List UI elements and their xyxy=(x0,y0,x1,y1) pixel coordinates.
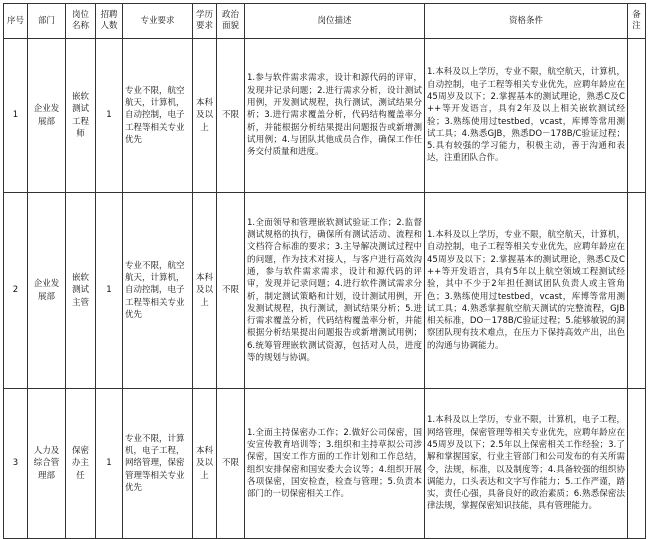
row-qual xyxy=(425,389,628,539)
header-post: 岗位名称 xyxy=(66,4,96,39)
row-dept: 企业发展部 xyxy=(28,193,66,389)
row-count: 1 xyxy=(96,39,123,193)
row-political: 不限 xyxy=(217,389,245,539)
row-post: 嵌软测试主管 xyxy=(66,193,96,389)
row-desc-text: 1.参与软件需求需求，设计和源代码的评审，发现并记录问题；2.进行需求分析，设计测试用例，开发测试规程，执行测试，测试结果分析；3.进行需求覆盖分析，代码结构覆盖率分析，并能根据分析结果提出问题报告或新增测试用例；4.与团队其他成员合作，确保工作任务交付质量和进度。 xyxy=(247,73,422,158)
header-political: 政治面貌 xyxy=(217,4,245,39)
row-desc-text: 1.全面领导和管理嵌软测试验证工作；2.监督测试规格的执行，确保所有测试活动、流程和文档符合标准的要求；3.主导解决测试过程中的问题，作为技术对接人，与客户进行高效沟通，参与软件需求需求，设计和源代码的评审，发现并记录问题；4.进行软件测试需求分析，制定测试策略和计划，设计测试用例，开发测试规程，执行测试，测试结果分析；5.进行需求覆盖分析，代码结构覆盖率分析，并能根据分析结果提出问题报告或新增测试用例；6.统筹管理嵌软测试资源，包括对人员，进度等的规划与协调。 xyxy=(247,217,422,364)
row-dept: 企业发展部 xyxy=(28,39,66,193)
row-post: 嵌软测试工程师 xyxy=(66,39,96,193)
row-desc xyxy=(245,39,425,193)
row-political: 不限 xyxy=(217,39,245,193)
row-major: 专业不限，计算机，电子工程，网络管理，保密管理等相关专业优先 xyxy=(123,389,193,539)
row-major: 专业不限，航空航天，计算机，自动控制，电子工程等相关专业优先 xyxy=(123,39,193,193)
row-qual-text: 1.本科及以上学历，专业不限，航空航天，计算机，自动控制，电子工程等相关专业优先，应聘年龄应在45周岁及以下；2.掌握基本的测试理论，熟悉C及C++等开发语言，具有2年及以上相关嵌软测试经验；3.熟练使用过testbed，vcast，库博等常用测试工具；4.熟悉GJB，熟悉DO－178B/C验证过程；5.具有较强的学习能力，积极主动，善于沟通和表达，注重团队合作。 xyxy=(427,67,625,164)
header-major: 专业要求 xyxy=(123,4,193,39)
row-no: 2 xyxy=(4,193,28,389)
row-edu: 本科及以上 xyxy=(193,193,217,389)
row-count: 1 xyxy=(96,193,123,389)
row-major: 专业不限，航空航天，计算机，自动控制，电子工程等相关专业优先 xyxy=(123,193,193,389)
row-desc xyxy=(245,389,425,539)
header-note: 备注 xyxy=(628,4,646,39)
row-qual xyxy=(425,39,628,193)
row-political: 不限 xyxy=(217,193,245,389)
header-count: 招聘人数 xyxy=(96,4,123,39)
row-edu: 本科及以上 xyxy=(193,39,217,193)
row-no: 1 xyxy=(4,39,28,193)
header-edu: 学历要求 xyxy=(193,4,217,39)
row-note xyxy=(628,389,646,539)
row-dept: 人力及综合管理部 xyxy=(28,389,66,539)
header-desc: 岗位描述 xyxy=(245,4,425,39)
row-note xyxy=(628,193,646,389)
row-qual-text: 1.本科及以上学历，专业不限，航空航天，计算机，自动控制，电子工程等相关专业优先，应聘年龄应在45周岁及以下；2.掌握基本的测试理论，熟悉C及C++等开发语言，具有5年以上航空领域工程测试经验，其中不少于2年担任测试团队负责人或主管角色；3.熟练使用过testbed，vcast，库博等常用测试工具；4.熟悉掌握航空航天测试的完整流程，GJB相关标准，DO－178B/C验证过程；5.能够敏锐的洞察团队现有技术难点，在压力下保持高效产出，出色的沟通与协调能力。 xyxy=(427,229,625,351)
row-edu: 本科及以上 xyxy=(193,389,217,539)
row-desc-text: 1.全面主持保密办工作；2.做好公司保密，国安宣传教育培训等；3.组织和主持草拟公司涉保密，国安工作方面的工作计划和工作总结，组织安排保密和国安委大会议等；4.组织开展各项保密，国安检查，检查与管理；5.负责本部门的一切保密相关工作。 xyxy=(247,427,422,500)
row-no: 3 xyxy=(4,389,28,539)
row-desc xyxy=(245,193,425,389)
row-qual-text: 1.本科及以上学历，专业不限，计算机，电子工程，网络管理，保密管理等相关专业优先，应聘年龄应在45周岁及以下；2.5年以上保密相关工作经验；3.了解和掌握国家，行业主管部门和公司发布的有关所需令，法规，标准，以及制度等；4.具备较强的组织协调能力，口头表达和文字写作能力；5.工作严谨，踏实，责任心强，具备良好的政治素质；6.熟悉保密法律法规，掌握保密知识技能，具有管理能力。 xyxy=(427,415,625,512)
header-dept: 部门 xyxy=(28,4,66,39)
table-row xyxy=(4,193,646,389)
header-row xyxy=(4,4,646,39)
header-qual: 资格条件 xyxy=(425,4,628,39)
table-row xyxy=(4,39,646,193)
row-qual xyxy=(425,193,628,389)
header-no: 序号 xyxy=(4,4,28,39)
row-post: 保密办主任 xyxy=(66,389,96,539)
row-note xyxy=(628,39,646,193)
row-count: 1 xyxy=(96,389,123,539)
recruitment-table xyxy=(3,3,646,539)
table-row xyxy=(4,389,646,539)
